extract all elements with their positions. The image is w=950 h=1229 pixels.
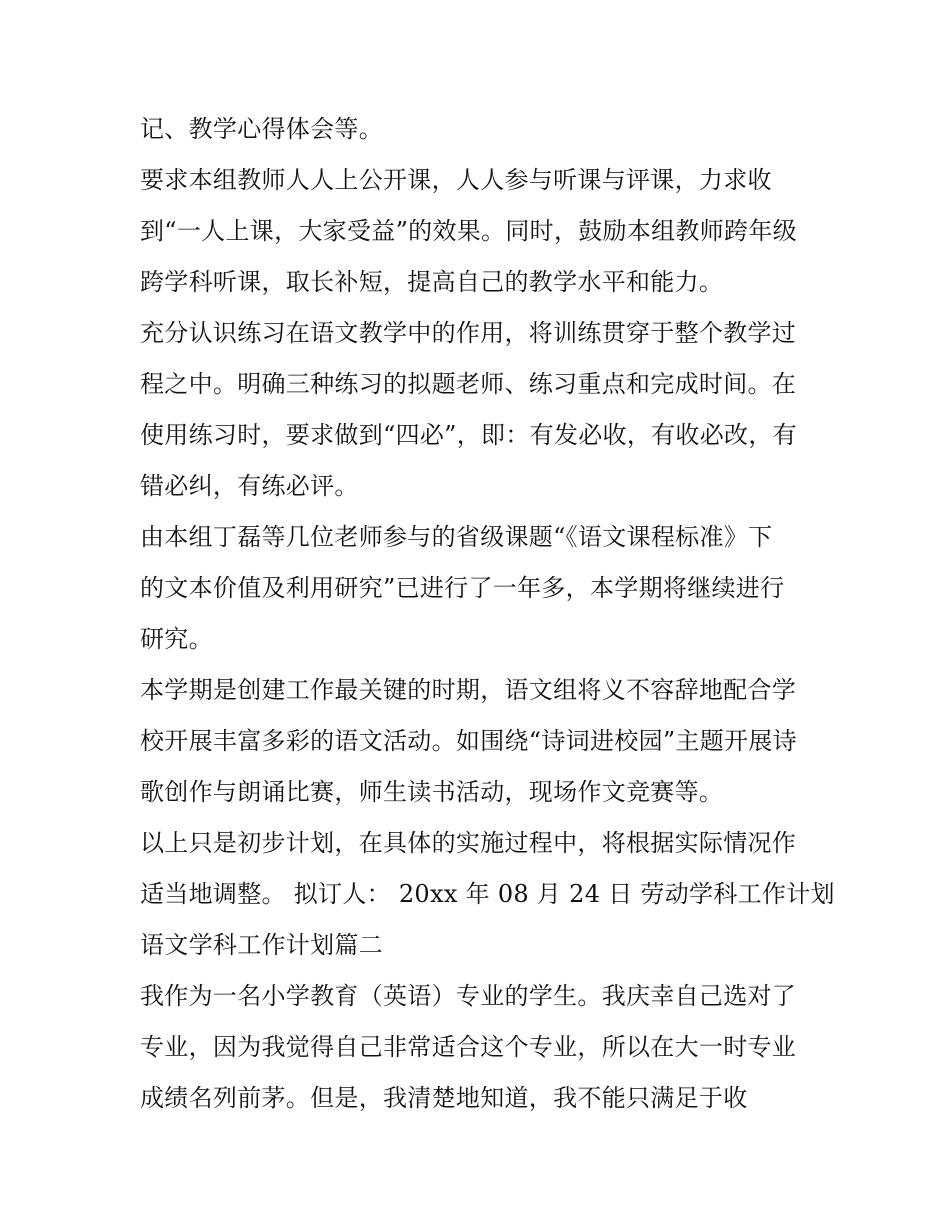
section-heading: 语文学科工作计划篇二 [140, 931, 383, 959]
text-line: 记、教学心得体会等。 [140, 115, 383, 143]
text-line: 要求本组教师人人上公开课，人人参与听课与评课，力求收 [140, 166, 772, 194]
text-line: 跨学科听课，取长补短，提高自己的教学水平和能力。 [140, 268, 724, 296]
text-line: 我作为一名小学教育（英语）专业的学生。我庆幸自己选对了 [140, 982, 797, 1010]
text-line: 到“一人上课，大家受益”的效果。同时，鼓励本组教师跨年级 [140, 217, 797, 245]
text-line: 的文本价值及利用研究”已进行了一年多，本学期将继续进行 [140, 574, 785, 602]
text-line: 程之中。明确三种练习的拟题老师、练习重点和完成时间。在 [140, 370, 797, 398]
text-line: 使用练习时，要求做到“四必”，即：有发必收，有收必改，有 [140, 421, 797, 449]
text-line: 本学期是创建工作最关键的时期，语文组将义不容辞地配合学 [140, 676, 797, 704]
text-line: 专业，因为我觉得自己非常适合这个专业，所以在大一时专业 [140, 1033, 797, 1061]
text-line: 以上只是初步计划，在具体的实施过程中，将根据实际情况作 [140, 829, 797, 857]
text-line: 适当地调整。 拟订人： 20xx 年 08 月 24 日 劳动学科工作计划 [140, 880, 835, 908]
document-body [140, 104, 835, 1124]
text-line: 由本组丁磊等几位老师参与的省级课题“《语文课程标准》下 [140, 523, 773, 551]
text-line: 充分认识练习在语文教学中的作用，将训练贯穿于整个教学过 [140, 319, 797, 347]
text-line: 歌创作与朗诵比赛，师生读书活动，现场作文竞赛等。 [140, 778, 724, 806]
text-line: 错必纠，有练必评。 [140, 472, 359, 500]
text-line: 校开展丰富多彩的语文活动。如围绕“诗词进校园”主题开展诗 [140, 727, 797, 755]
text-line: 成绩名列前茅。但是，我清楚地知道，我不能只满足于收 [140, 1084, 748, 1112]
text-line: 研究。 [140, 625, 213, 653]
